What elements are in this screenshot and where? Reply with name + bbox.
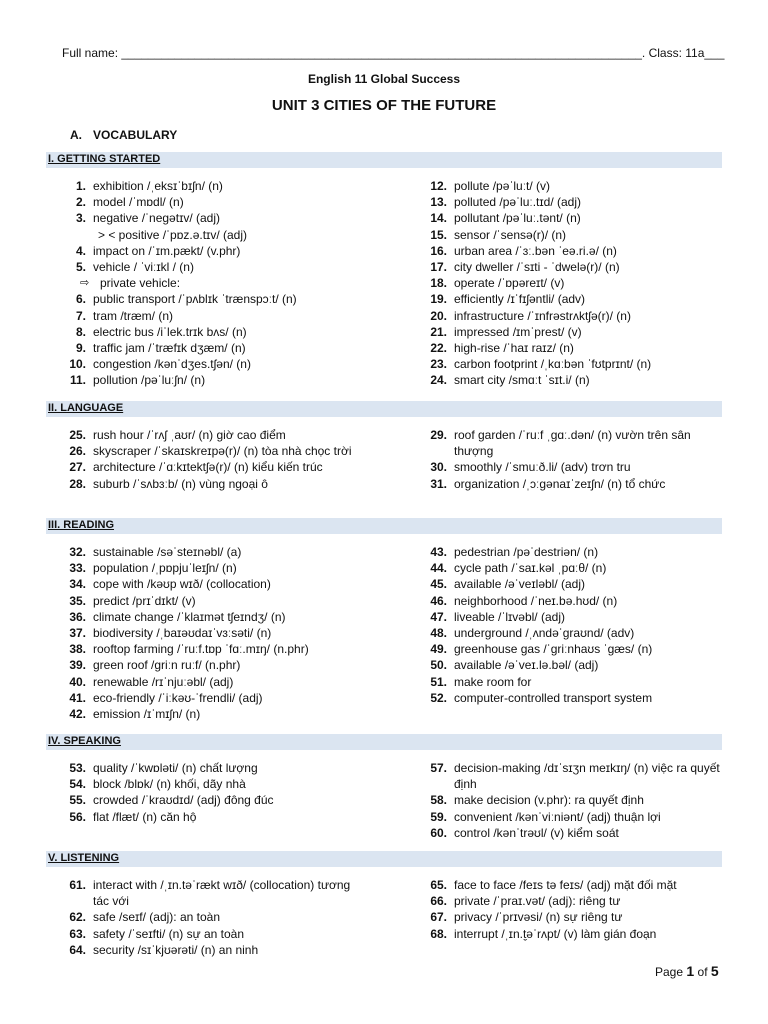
vocab-number: 15. [430, 227, 447, 242]
vocab-text: safety /ˈseɪfti/ (n) sự an toàn [93, 926, 245, 941]
vocab-number: 4. [75, 243, 86, 258]
vocab-number: 65. [430, 878, 447, 892]
vocab-item [62, 760, 362, 776]
vocab-number: 45. [430, 577, 447, 592]
vocab-number: 1. [75, 179, 86, 193]
vocab-item [423, 560, 723, 576]
vocab-item [423, 609, 723, 625]
vocab-item [423, 825, 723, 841]
vocab-text: private vehicle: [100, 276, 181, 291]
vocab-number: 61. [69, 878, 86, 892]
vocab-column-left [62, 760, 362, 825]
vocab-number: 28. [69, 476, 86, 491]
vocab-item [423, 324, 723, 340]
vocab-number: 59. [430, 809, 447, 824]
vocab-item [423, 893, 723, 909]
vocab-number: 50. [430, 658, 447, 673]
vocab-item [423, 625, 723, 641]
vocab-text: quality /ˈkwɒləti/ (n) chất lượng [93, 761, 258, 775]
vocab-number: 17. [430, 260, 447, 275]
vocab-text: decision-making /dɪˈsɪʒn meɪkɪŋ/ (n) việc ra quyết định [454, 761, 720, 792]
vocab-item [62, 178, 362, 194]
vocab-text: sustainable /səˈsteɪnəbl/ (a) [93, 545, 242, 559]
of-word: of [697, 965, 708, 979]
vocab-text: flat /flæt/ (n) căn hộ [93, 809, 197, 824]
vocab-number: 64. [69, 942, 86, 957]
section-title: I. GETTING STARTED [48, 153, 161, 165]
vocab-item [62, 792, 362, 808]
full-name-class-line: Full name: ______________________________________________________________________________. Class: 11a___ [62, 46, 725, 60]
section-title: V. LISTENING [48, 852, 120, 864]
vocab-text: suburb /ˈsʌbɜːb/ (n) vùng ngoại ô [93, 476, 268, 491]
page-total: 5 [710, 963, 719, 979]
vocab-number: 39. [69, 658, 86, 673]
vocab-number: 62. [69, 910, 86, 925]
vocab-text: efficiently /ɪˈfɪʃəntli/ (adv) [454, 292, 586, 307]
vocab-column-right [423, 178, 723, 389]
vocab-item [62, 476, 362, 492]
vocab-item [423, 641, 723, 657]
vocab-number: 57. [430, 761, 447, 775]
page-number: 1 [686, 963, 695, 979]
vocab-text: face to face /feɪs tə feɪs/ (adj) mặt đối mặt [454, 878, 677, 892]
vocab-text: smart city /smɑːt ˈsɪt.i/ (n) [454, 373, 590, 388]
vocab-item [62, 926, 362, 942]
vocab-item [423, 792, 723, 808]
vocab-number: 10. [69, 357, 86, 372]
vocab-text: pollution /pəˈluːʃn/ (n) [93, 373, 206, 388]
vocab-text: model /ˈmɒdl/ (n) [93, 195, 184, 210]
vocab-item [423, 243, 723, 259]
vocab-text: make room for [454, 674, 532, 689]
vocab-number: 5. [75, 260, 86, 275]
arrow-right-icon: ⇨ [80, 276, 90, 290]
vocab-item [62, 243, 362, 259]
section-title: IV. SPEAKING [48, 735, 121, 747]
section-bar-reading [46, 518, 722, 534]
vocab-item [423, 909, 723, 925]
vocab-number: 20. [430, 308, 447, 323]
vocab-text: vehicle / ˈviːɪkl / (n) [93, 260, 194, 275]
vocab-text: biodiversity /ˌbaɪəʊdaɪˈvɜːsəti/ (n) [93, 626, 272, 641]
vocab-text: cope with /kəʊp wɪð/ (collocation) [93, 577, 271, 592]
vocab-number: 46. [430, 593, 447, 608]
vocab-number: 52. [430, 690, 447, 705]
vocab-text: security /sɪˈkjʊərəti/ (n) an ninh [93, 942, 259, 957]
vocab-text: private /ˈpraɪ.vət/ (adj): riêng tư [454, 894, 621, 909]
vocab-sub-line: > < positive /ˈpɒz.ə.tɪv/ (adj) [98, 227, 248, 242]
vocab-column-right [423, 427, 723, 492]
vocab-text: privacy /ˈprɪvəsi/ (n) sự riêng tư [454, 910, 623, 925]
vocab-number: 51. [430, 674, 447, 689]
vocab-number: 24. [430, 373, 447, 388]
vocab-text: make decision (v.phr): ra quyết định [454, 793, 644, 808]
vocab-text: neighborhood /ˈneɪ.bə.hʊd/ (n) [454, 593, 618, 608]
vocab-text: eco-friendly /ˈiːkəʊ-ˈfrendli/ (adj) [93, 690, 263, 705]
page-footer [655, 963, 719, 979]
vocab-number: 12. [430, 179, 447, 193]
vocab-number: 14. [430, 211, 447, 226]
vocab-item [423, 340, 723, 356]
vocab-item [423, 178, 723, 194]
part-heading [70, 128, 177, 142]
vocab-item [62, 776, 362, 792]
vocab-text: pollutant /pəˈluː.tənt/ (n) [454, 211, 581, 226]
vocab-item [62, 324, 362, 340]
vocab-text: underground /ˌʌndəˈɡraʊnd/ (adv) [454, 626, 635, 641]
vocab-item [423, 926, 723, 942]
vocab-number: 25. [69, 428, 86, 442]
vocab-text: convenient /kənˈviːniənt/ (adj) thuận lợi [454, 809, 661, 824]
vocab-text: block /blɒk/ (n) khối, dãy nhà [93, 777, 246, 792]
section-title: II. LANGUAGE [48, 402, 124, 414]
vocab-column-left [62, 178, 362, 389]
vocab-number: 41. [69, 690, 86, 705]
vocab-text: pedestrian /pəˈdestriən/ (n) [454, 545, 599, 559]
vocab-number: 31. [430, 476, 447, 491]
vocab-text: negative /ˈneɡətɪv/ (adj) [93, 211, 221, 226]
vocab-item [62, 443, 362, 459]
page-word: Page [655, 965, 684, 979]
vocab-text: tram /træm/ (n) [93, 308, 173, 323]
vocab-number: 48. [430, 626, 447, 641]
vocab-number: 29. [430, 428, 447, 442]
vocab-number: 38. [69, 642, 86, 657]
vocab-item [423, 544, 723, 560]
vocab-number: 60. [430, 825, 447, 840]
vocab-number: 49. [430, 642, 447, 657]
vocab-text: impressed /ɪmˈprest/ (v) [454, 324, 582, 339]
vocab-number: 3. [75, 211, 86, 226]
vocab-number: 9. [75, 341, 86, 356]
vocab-number: 34. [69, 577, 86, 592]
vocab-number: 21. [430, 324, 447, 339]
vocab-text: pollute /pəˈluːt/ (v) [454, 179, 551, 193]
vocab-text: impact on /ˈɪm.pækt/ (v.phr) [93, 243, 241, 258]
vocab-text: crowded /ˈkraʊdɪd/ (adj) đông đúc [93, 793, 274, 808]
vocab-item [423, 674, 723, 690]
vocab-item [423, 690, 723, 706]
vocab-item [62, 560, 362, 576]
vocab-text: greenhouse gas /ˈɡriːnhaʊs ˈɡæs/ (n) [454, 642, 653, 657]
vocab-text: organization /ˌɔːɡənaɪˈzeɪʃn/ (n) tổ chức [454, 476, 666, 491]
vocab-text: available /əˈveɪləbl/ (adj) [454, 577, 586, 592]
vocab-text: predict /prɪˈdɪkt/ (v) [93, 593, 196, 608]
vocab-item [423, 877, 723, 893]
vocab-text: population /ˌpɒpjuˈleɪʃn/ (n) [93, 561, 237, 576]
vocab-item [62, 576, 362, 592]
vocab-item [423, 476, 723, 492]
section-bar-listening [46, 851, 722, 867]
vocab-number: 27. [69, 460, 86, 475]
unit-title: UNIT 3 CITIES OF THE FUTURE [271, 97, 497, 114]
vocab-item [423, 275, 723, 291]
vocab-text: architecture /ˈɑːkɪtektʃə(r)/ (n) kiểu kiến trúc [93, 460, 323, 475]
vocab-text: city dweller /ˈsɪti - ˈdwelə(r)/ (n) [454, 260, 620, 275]
vocab-item [423, 760, 723, 792]
vocab-item [62, 259, 362, 275]
vocab-text: climate change /ˈklaɪmət tʃeɪndʒ/ (n) [93, 609, 286, 624]
vocab-text: liveable /ˈlɪvəbl/ (adj) [454, 609, 565, 624]
vocab-number: 67. [430, 910, 447, 925]
vocab-item [423, 459, 723, 475]
vocab-text: exhibition /ˌeksɪˈbɪʃn/ (n) [93, 179, 223, 193]
vocab-number: 66. [430, 894, 447, 909]
vocab-number: 32. [69, 545, 86, 559]
section-title: III. READING [48, 519, 115, 531]
vocab-item [62, 674, 362, 690]
vocab-number: 42. [69, 707, 86, 722]
vocab-number: 30. [430, 460, 447, 475]
vocab-item [423, 291, 723, 307]
vocab-item [423, 576, 723, 592]
vocab-item [62, 427, 362, 443]
vocab-number: 6. [75, 292, 86, 307]
vocab-number: 47. [430, 609, 447, 624]
vocab-number: 16. [430, 243, 447, 258]
vocab-text: traffic jam /ˈtræfɪk dʒæm/ (n) [93, 341, 246, 356]
vocab-text: infrastructure /ˈɪnfrəstrʌktʃə(r)/ (n) [454, 308, 631, 323]
vocab-number: 23. [430, 357, 447, 372]
vocab-item [62, 706, 362, 722]
vocab-number: 18. [430, 276, 447, 291]
vocab-number: 56. [69, 809, 86, 824]
vocab-number: 55. [69, 793, 86, 808]
vocab-text: polluted /pəˈluː.tɪd/ (adj) [454, 195, 582, 210]
vocab-text: roof garden /ˈruːf ˌɡɑː.dən/ (n) vườn trên sân thượng [454, 428, 691, 459]
vocab-text: cycle path /ˈsaɪ.kəl ˌpɑːθ/ (n) [454, 561, 607, 576]
vocab-text: interrupt /ˌɪn.t̬əˈrʌpt/ (v) làm gián đoạn [454, 926, 657, 941]
vocab-text: rush hour /ˈrʌʃ ˌaʊr/ (n) giờ cao điểm [93, 428, 286, 442]
vocab-number: 19. [430, 292, 447, 307]
vocab-item [62, 372, 362, 388]
vocab-item [423, 259, 723, 275]
vocab-text: interact with /ˌɪn.təˈrækt wɪð/ (collocation) tương tác với [93, 878, 351, 909]
section-bar-language [46, 401, 722, 417]
vocab-column-right [423, 760, 723, 841]
vocab-item [62, 657, 362, 673]
vocab-item [62, 356, 362, 372]
vocab-item [62, 340, 362, 356]
vocab-text: smoothly /ˈsmuːð.li/ (adv) trơn tru [454, 460, 631, 475]
vocab-column-left [62, 427, 362, 492]
vocab-number: 58. [430, 793, 447, 808]
vocab-number: 13. [430, 195, 447, 210]
vocab-item [62, 308, 362, 324]
vocab-column-right [423, 544, 723, 706]
vocab-text: operate /ˈɒpəreɪt/ (v) [454, 276, 565, 291]
vocab-item [62, 609, 362, 625]
vocab-number: 36. [69, 609, 86, 624]
vocab-item [62, 459, 362, 475]
vocab-column-right [423, 877, 723, 942]
vocab-number: 7. [75, 308, 86, 323]
vocab-item [62, 210, 362, 226]
vocab-number: 40. [69, 674, 86, 689]
vocab-number: 2. [75, 195, 86, 210]
vocab-item [62, 291, 362, 307]
vocab-item [423, 427, 723, 459]
vocab-arrow-line [62, 275, 362, 291]
vocab-text: congestion /kənˈdʒes.tʃən/ (n) [93, 357, 251, 372]
vocab-item [62, 625, 362, 641]
vocab-number: 68. [430, 926, 447, 941]
vocab-text: electric bus /iˈlek.trɪk bʌs/ (n) [93, 324, 247, 339]
vocab-item [62, 641, 362, 657]
vocab-number: 53. [69, 761, 86, 775]
vocab-item [423, 308, 723, 324]
vocab-item [62, 809, 362, 825]
vocab-text: available /əˈveɪ.lə.bəl/ (adj) [454, 658, 599, 673]
vocab-item [423, 593, 723, 609]
vocab-item [423, 356, 723, 372]
vocab-text: renewable /rɪˈnjuːəbl/ (adj) [93, 674, 234, 689]
part-title: VOCABULARY [93, 128, 178, 142]
vocab-number: 26. [69, 444, 86, 459]
part-letter: A. [70, 128, 82, 142]
vocab-text: carbon footprint /ˌkɑːbən ˈfʊtprɪnt/ (n) [454, 357, 652, 372]
vocab-text: emission /ɪˈmɪʃn/ (n) [93, 707, 201, 722]
vocab-item [423, 210, 723, 226]
vocab-number: 22. [430, 341, 447, 356]
vocab-number: 37. [69, 626, 86, 641]
vocab-number: 11. [69, 373, 86, 388]
vocab-item [423, 809, 723, 825]
vocab-number: 43. [430, 545, 447, 559]
vocab-item [62, 942, 362, 958]
section-bar-speaking [46, 734, 722, 750]
vocab-item [423, 372, 723, 388]
vocab-item [62, 194, 362, 210]
vocab-column-left [62, 877, 362, 958]
vocab-item [62, 690, 362, 706]
vocab-item [423, 194, 723, 210]
vocab-number: 63. [69, 926, 86, 941]
vocab-number: 33. [69, 561, 86, 576]
vocab-number: 35. [69, 593, 86, 608]
vocab-text: control /kənˈtrəʊl/ (v) kiểm soát [454, 825, 619, 840]
vocab-text: high-rise /ˈhaɪ raɪz/ (n) [454, 341, 574, 356]
vocab-item [62, 909, 362, 925]
vocab-text: urban area /ˈɜː.bən ˈeə.ri.ə/ (n) [454, 243, 617, 258]
vocab-number: 8. [75, 324, 86, 339]
section-bar-getting-started [46, 152, 722, 168]
vocab-text: public transport /ˈpʌblɪk ˈtrænspɔːt/ (n) [93, 292, 297, 307]
vocab-text: safe /seɪf/ (adj): an toàn [93, 910, 221, 925]
vocab-number: 44. [430, 561, 447, 576]
vocab-item [423, 657, 723, 673]
vocab-text: rooftop farming /ˈruːf.tɒp ˈfɑː.mɪŋ/ (n.phr) [93, 642, 309, 657]
vocab-column-left [62, 544, 362, 722]
vocab-text: computer-controlled transport system [454, 690, 653, 705]
book-title: English 11 Global Success [307, 72, 461, 86]
vocab-item [62, 877, 362, 909]
vocab-item [62, 593, 362, 609]
vocab-text: sensor /ˈsensə(r)/ (n) [454, 227, 567, 242]
vocab-text: green roof /ɡriːn ruːf/ (n.phr) [93, 658, 241, 673]
vocab-item [62, 544, 362, 560]
vocab-item [423, 227, 723, 243]
vocab-number: 54. [69, 777, 86, 792]
vocab-text: skyscraper /ˈskaɪskreɪpə(r)/ (n) tòa nhà chọc trời [93, 444, 352, 459]
